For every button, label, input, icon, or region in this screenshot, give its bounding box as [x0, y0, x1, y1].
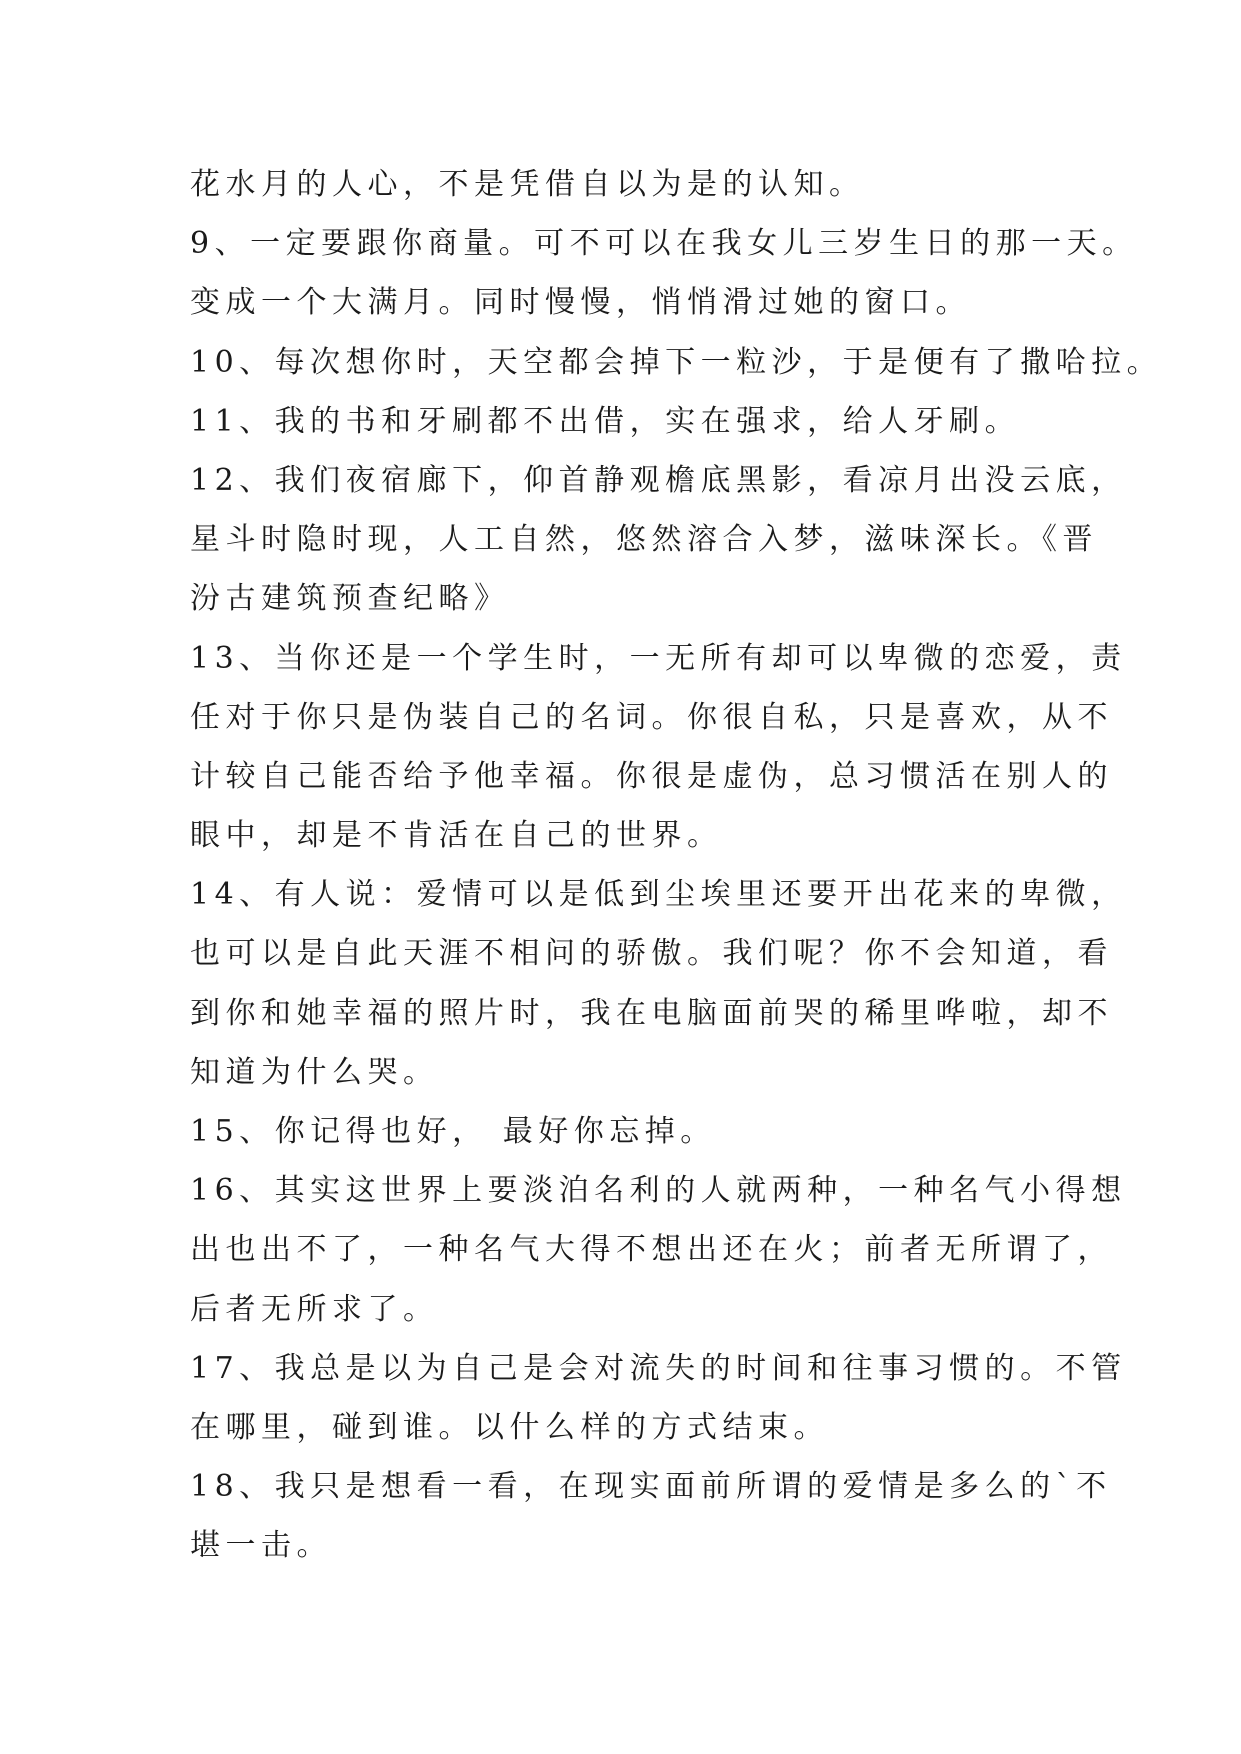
text-line: 14、有人说：爱情可以是低到尘埃里还要开出花来的卑微，	[190, 877, 1127, 913]
text-line: 17、我总是以为自己是会对流失的时间和往事习惯的。不管	[190, 1350, 1127, 1386]
text-line: 花水月的人心，不是凭借自以为是的认知。	[190, 167, 865, 202]
text-line: 18、我只是想看一看，在现实面前所谓的爱情是多么的`不	[190, 1469, 1112, 1505]
text-line: 15、你记得也好， 最好你忘掉。	[190, 1114, 716, 1149]
text-line: 16、其实这世界上要淡泊名利的人就两种，一种名气小得想	[190, 1173, 1127, 1209]
text-line: 变成一个大满月。同时慢慢，悄悄滑过她的窗口。	[190, 285, 971, 321]
text-line: 任对于你只是伪装自己的名词。你很自私，只是喜欢，从不	[190, 699, 1113, 735]
text-line: 后者无所求了。	[190, 1291, 439, 1327]
text-line: 出也出不了，一种名气大得不想出还在火；前者无所谓了，	[190, 1232, 1113, 1268]
text-line: 在哪里，碰到谁。以什么样的方式结束。	[190, 1409, 829, 1445]
text-line: 计较自己能否给予他幸福。你很是虚伪，总习惯活在别人的	[190, 758, 1113, 794]
text-line: 13、当你还是一个学生时，一无所有却可以卑微的恋爱，责	[190, 640, 1127, 676]
text-line: 汾古建筑预查纪略》	[190, 581, 510, 617]
text-line: 堪一击。	[190, 1528, 332, 1564]
text-line: 9、一定要跟你商量。可不可以在我女儿三岁生日的那一天。	[190, 226, 1138, 262]
text-line: 眼中，却是不肯活在自己的世界。	[190, 818, 723, 854]
text-line: 也可以是自此天涯不相问的骄傲。我们呢？你不会知道，看	[190, 936, 1113, 972]
document-body	[190, 155, 1163, 1576]
text-line: 知道为什么哭。	[190, 1054, 439, 1090]
text-line: 到你和她幸福的照片时，我在电脑面前哭的稀里哗啦，却不	[190, 995, 1113, 1031]
text-line: 11、我的书和牙刷都不出借，实在强求，给人牙刷。	[190, 403, 1021, 439]
text-line: 12、我们夜宿廊下，仰首静观檐底黑影，看凉月出没云底，	[190, 462, 1127, 498]
text-line: 星斗时隐时现，人工自然，悠然溶合入梦，滋味深长。《晋	[190, 522, 1098, 558]
text-line: 10、每次想你时，天空都会掉下一粒沙，于是便有了撒哈拉。	[190, 344, 1163, 380]
